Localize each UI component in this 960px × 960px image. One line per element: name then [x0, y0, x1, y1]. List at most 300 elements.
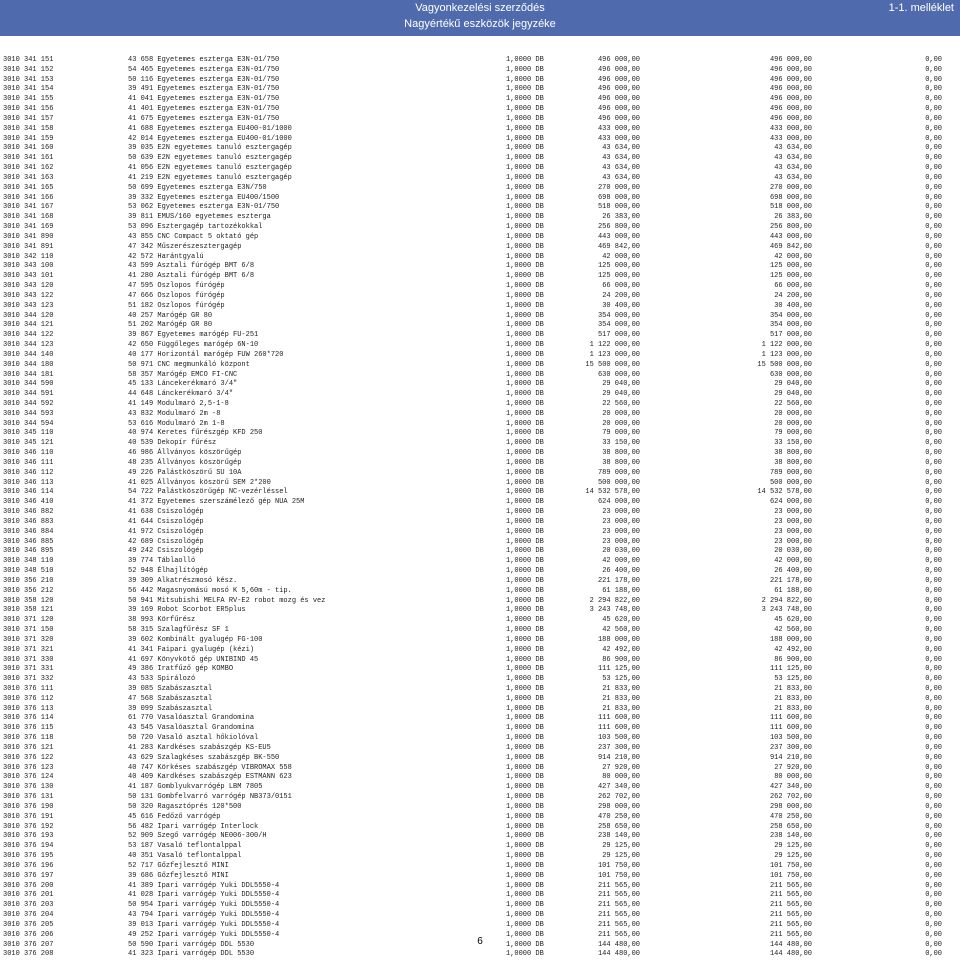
accumulated-depreciation: 211 565,00: [769, 881, 812, 890]
quantity: 1,0000 DB: [506, 724, 544, 733]
accumulated-depreciation: 427 340,00: [769, 783, 812, 792]
account-code: 3010 346 895: [3, 547, 54, 556]
table-row: [0, 213, 960, 223]
quantity: 1,0000 DB: [506, 714, 544, 723]
gross-value: 630 000,00: [597, 370, 640, 379]
accumulated-depreciation: 125 000,00: [769, 262, 812, 271]
account-code: 3010 376 124: [3, 773, 54, 782]
asset-description: 43 855 CNC Compact 5 oktató gép: [128, 232, 259, 241]
gross-value: 469 842,00: [597, 242, 640, 251]
account-code: 3010 376 122: [3, 753, 54, 762]
table-row: [0, 144, 960, 154]
quantity: 1,0000 DB: [506, 331, 544, 340]
table-row: [0, 76, 960, 86]
asset-description: 43 533 Spirálozó: [128, 675, 196, 684]
accumulated-depreciation: 914 210,00: [769, 753, 812, 762]
account-code: 3010 376 204: [3, 911, 54, 920]
asset-description: 50 941 Mitsubishi MELFA RV-E2 robot mozg és vez: [128, 596, 326, 605]
asset-description: 39 309 Alkatrészmosó kész.: [128, 576, 238, 585]
accumulated-depreciation: 23 000,00: [774, 537, 812, 546]
gross-value: 42 492,00: [602, 645, 640, 654]
quantity: 1,0000 DB: [506, 881, 544, 890]
asset-description: 56 442 Magasnyomású mosó K 5,60m - tip.: [128, 586, 292, 595]
accumulated-depreciation: 20 000,00: [774, 409, 812, 418]
quantity: 1,0000 DB: [506, 773, 544, 782]
accumulated-depreciation: 42 000,00: [774, 557, 812, 566]
account-code: 3010 346 110: [3, 449, 54, 458]
account-code: 3010 376 207: [3, 940, 54, 949]
table-row: [0, 950, 960, 960]
asset-description: 43 658 Egyetemes eszterga E3N-01/750: [128, 56, 280, 64]
net-value: 0,00: [925, 203, 942, 212]
asset-description: 40 974 Keretes fűrészgép KFD 250: [128, 429, 263, 438]
accumulated-depreciation: 470 250,00: [769, 812, 812, 821]
accumulated-depreciation: 624 000,00: [769, 498, 812, 507]
net-value: 0,00: [925, 429, 942, 438]
accumulated-depreciation: 21 833,00: [774, 685, 812, 693]
accumulated-depreciation: 698 000,00: [769, 193, 812, 202]
table-row: [0, 714, 960, 724]
net-value: 0,00: [925, 763, 942, 772]
gross-value: 29 125,00: [602, 852, 640, 861]
accumulated-depreciation: 3 243 748,00: [761, 606, 812, 615]
quantity: 1,0000 DB: [506, 272, 544, 281]
accumulated-depreciation: 21 833,00: [774, 694, 812, 703]
net-value: 0,00: [925, 380, 942, 389]
gross-value: 20 000,00: [602, 419, 640, 428]
quantity: 1,0000 DB: [506, 586, 544, 595]
account-code: 3010 376 118: [3, 734, 54, 743]
account-code: 3010 346 111: [3, 458, 54, 467]
quantity: 1,0000 DB: [506, 282, 544, 291]
accumulated-depreciation: 1 122 000,00: [761, 341, 812, 350]
accumulated-depreciation: 238 140,00: [769, 832, 812, 841]
asset-description: 51 202 Marógép GR 80: [128, 321, 213, 330]
asset-description: 49 386 Iratfűző gép KOMBO: [128, 665, 234, 674]
quantity: 1,0000 DB: [506, 232, 544, 241]
table-row: [0, 528, 960, 538]
gross-value: 42 000,00: [602, 252, 640, 261]
net-value: 0,00: [925, 390, 942, 399]
asset-description: 42 014 Egyetemes eszterga EU400-01/1000: [128, 134, 292, 143]
gross-value: 518 000,00: [597, 203, 640, 212]
table-row: [0, 842, 960, 852]
table-row: [0, 174, 960, 184]
asset-description: 44 648 Lánckerékmaró 3/4": [128, 390, 234, 399]
asset-description: 41 644 Csiszológép: [128, 517, 204, 526]
accumulated-depreciation: 262 702,00: [769, 793, 812, 802]
asset-description: 50 639 E2N egyetemes tanuló esztergagép: [128, 154, 292, 163]
gross-value: 914 210,00: [597, 753, 640, 762]
quantity: 1,0000 DB: [506, 65, 544, 74]
asset-description: 49 252 Ipari varrógép Yuki DDL5550-4: [128, 930, 280, 939]
quantity: 1,0000 DB: [506, 85, 544, 94]
gross-value: 22 560,00: [602, 399, 640, 408]
table-row: [0, 764, 960, 774]
net-value: 0,00: [925, 517, 942, 526]
quantity: 1,0000 DB: [506, 911, 544, 920]
asset-description: 52 717 Gőzfejlesztő MINI: [128, 861, 229, 870]
gross-value: 433 000,00: [597, 124, 640, 133]
table-row: [0, 125, 960, 135]
account-code: 3010 376 193: [3, 832, 54, 841]
quantity: 1,0000 DB: [506, 596, 544, 605]
accumulated-depreciation: 43 634,00: [774, 154, 812, 163]
gross-value: 42 000,00: [602, 557, 640, 566]
quantity: 1,0000 DB: [506, 557, 544, 566]
account-code: 3010 376 123: [3, 763, 54, 772]
asset-description: 41 972 Csiszológép: [128, 527, 204, 536]
accumulated-depreciation: 42 000,00: [774, 252, 812, 261]
table-row: [0, 597, 960, 607]
quantity: 1,0000 DB: [506, 301, 544, 310]
accumulated-depreciation: 433 000,00: [769, 124, 812, 133]
gross-value: 30 400,00: [602, 301, 640, 310]
accumulated-depreciation: 15 500 000,00: [757, 360, 812, 369]
accumulated-depreciation: 789 000,00: [769, 468, 812, 477]
table-row: [0, 400, 960, 410]
quantity: 1,0000 DB: [506, 626, 544, 635]
net-value: 0,00: [925, 714, 942, 723]
gross-value: 43 634,00: [602, 144, 640, 153]
quantity: 1,0000 DB: [506, 341, 544, 350]
quantity: 1,0000 DB: [506, 242, 544, 251]
accumulated-depreciation: 80 000,00: [774, 773, 812, 782]
net-value: 0,00: [925, 370, 942, 379]
table-row: [0, 449, 960, 459]
asset-description: 48 235 Állványos köszörűgép: [128, 458, 242, 467]
table-row: [0, 341, 960, 351]
account-code: 3010 371 331: [3, 665, 54, 674]
document-subtitle: Nagyértékű eszközök jegyzéke: [404, 18, 556, 30]
accumulated-depreciation: 29 125,00: [774, 842, 812, 851]
quantity: 1,0000 DB: [506, 311, 544, 320]
net-value: 0,00: [925, 852, 942, 861]
table-row: [0, 85, 960, 95]
gross-value: 211 565,00: [597, 891, 640, 900]
quantity: 1,0000 DB: [506, 694, 544, 703]
accumulated-depreciation: 496 000,00: [769, 75, 812, 84]
accumulated-depreciation: 79 000,00: [774, 429, 812, 438]
gross-value: 20 030,00: [602, 547, 640, 556]
net-value: 0,00: [925, 635, 942, 644]
asset-description: 53 187 Vasaló teflontalppal: [128, 842, 242, 851]
asset-description: 41 280 Asztali fúrógép BMT 6/8: [128, 272, 255, 281]
account-code: 3010 376 196: [3, 861, 54, 870]
asset-description: 45 133 Láncekerékmaró 3/4": [128, 380, 238, 389]
asset-description: 50 971 CNC megmunkáló központ: [128, 360, 250, 369]
table-row: [0, 56, 960, 66]
quantity: 1,0000 DB: [506, 370, 544, 379]
asset-description: 39 602 Kombinált gyalugép FG-100: [128, 635, 263, 644]
asset-description: 54 722 Palástköszörűgép NC-vezérléssel: [128, 488, 288, 497]
asset-description: 39 867 Egyetemes marógép FU-251: [128, 331, 259, 340]
net-value: 0,00: [925, 645, 942, 654]
account-code: 3010 376 192: [3, 822, 54, 831]
gross-value: 624 000,00: [597, 498, 640, 507]
asset-description: 56 482 Ipari varrógép Interlock: [128, 822, 259, 831]
accumulated-depreciation: 23 000,00: [774, 508, 812, 517]
asset-description: 41 283 Kardkéses szabászgép KS-EU5: [128, 743, 271, 752]
account-code: 3010 341 169: [3, 223, 54, 232]
net-value: 0,00: [925, 331, 942, 340]
asset-description: 40 539 Dekopír fűrész: [128, 439, 217, 448]
table-row: [0, 272, 960, 282]
asset-description: 50 954 Ipari varrógép Yuki DDL5550-4: [128, 901, 280, 910]
gross-value: 101 750,00: [597, 861, 640, 870]
quantity: 1,0000 DB: [506, 95, 544, 104]
account-code: 3010 344 121: [3, 321, 54, 330]
net-value: 0,00: [925, 409, 942, 418]
asset-description: 58 357 Marógép EMCO FI-CNC: [128, 370, 238, 379]
net-value: 0,00: [925, 134, 942, 143]
gross-value: 103 500,00: [597, 734, 640, 743]
accumulated-depreciation: 500 000,00: [769, 478, 812, 487]
asset-description: 39 686 Gőzfejlesztő MINI: [128, 871, 229, 880]
net-value: 0,00: [925, 734, 942, 743]
net-value: 0,00: [925, 881, 942, 890]
quantity: 1,0000 DB: [506, 901, 544, 910]
accumulated-depreciation: 61 188,00: [774, 586, 812, 595]
asset-description: 39 332 Egyetemes eszterga EU400/1500: [128, 193, 280, 202]
table-row: [0, 724, 960, 734]
gross-value: 24 200,00: [602, 291, 640, 300]
quantity: 1,0000 DB: [506, 743, 544, 752]
gross-value: 125 000,00: [597, 272, 640, 281]
table-row: [0, 223, 960, 233]
asset-description: 54 465 Egyetemes eszterga E3N-01/750: [128, 65, 280, 74]
accumulated-depreciation: 45 620,00: [774, 616, 812, 625]
account-code: 3010 376 206: [3, 930, 54, 939]
accumulated-depreciation: 443 000,00: [769, 232, 812, 241]
gross-value: 144 480,00: [597, 950, 640, 959]
table-row: [0, 783, 960, 793]
page-header: [0, 0, 960, 36]
asset-description: 40 747 Körkéses szabászgép VIBROMAX 558: [128, 763, 292, 772]
quantity: 1,0000 DB: [506, 449, 544, 458]
account-code: 3010 344 140: [3, 350, 54, 359]
account-code: 3010 346 114: [3, 488, 54, 497]
accumulated-depreciation: 211 565,00: [769, 930, 812, 939]
quantity: 1,0000 DB: [506, 547, 544, 556]
net-value: 0,00: [925, 576, 942, 585]
quantity: 1,0000 DB: [506, 832, 544, 841]
gross-value: 111 125,00: [597, 665, 640, 674]
quantity: 1,0000 DB: [506, 753, 544, 762]
table-row: [0, 547, 960, 557]
net-value: 0,00: [925, 586, 942, 595]
quantity: 1,0000 DB: [506, 616, 544, 625]
table-row: [0, 105, 960, 115]
net-value: 0,00: [925, 321, 942, 330]
asset-description: 38 993 Körfűrész: [128, 616, 196, 625]
accumulated-depreciation: 144 480,00: [769, 950, 812, 959]
account-code: 3010 341 166: [3, 193, 54, 202]
asset-description: 42 572 Harántgyalú: [128, 252, 204, 261]
asset-description: 61 770 Vasalóasztal Grandomina: [128, 714, 255, 723]
account-code: 3010 376 195: [3, 852, 54, 861]
asset-description: 58 315 Szalagfűrész SF 1: [128, 626, 229, 635]
net-value: 0,00: [925, 911, 942, 920]
quantity: 1,0000 DB: [506, 350, 544, 359]
accumulated-depreciation: 43 634,00: [774, 144, 812, 153]
accumulated-depreciation: 14 532 578,00: [757, 488, 812, 497]
account-code: 3010 371 120: [3, 616, 54, 625]
table-row: [0, 66, 960, 76]
account-code: 3010 376 201: [3, 891, 54, 900]
gross-value: 80 000,00: [602, 773, 640, 782]
net-value: 0,00: [925, 124, 942, 133]
accumulated-depreciation: 29 040,00: [774, 380, 812, 389]
accumulated-depreciation: 27 920,00: [774, 763, 812, 772]
accumulated-depreciation: 211 565,00: [769, 920, 812, 929]
accumulated-depreciation: 496 000,00: [769, 56, 812, 64]
quantity: 1,0000 DB: [506, 842, 544, 851]
table-row: [0, 823, 960, 833]
table-row: [0, 705, 960, 715]
gross-value: 496 000,00: [597, 114, 640, 123]
asset-description: 41 149 Modulmaró 2,5-1-8: [128, 399, 229, 408]
gross-value: 256 800,00: [597, 223, 640, 232]
account-code: 3010 358 120: [3, 596, 54, 605]
accumulated-depreciation: 111 600,00: [769, 714, 812, 723]
gross-value: 427 340,00: [597, 783, 640, 792]
net-value: 0,00: [925, 193, 942, 202]
table-row: [0, 321, 960, 331]
asset-description: 41 056 E2N egyetemes tanuló esztergagép: [128, 164, 292, 173]
accumulated-depreciation: 53 125,00: [774, 675, 812, 684]
accumulated-depreciation: 125 000,00: [769, 272, 812, 281]
gross-value: 443 000,00: [597, 232, 640, 241]
account-code: 3010 376 194: [3, 842, 54, 851]
net-value: 0,00: [925, 842, 942, 851]
account-code: 3010 341 162: [3, 164, 54, 173]
asset-description: 41 187 Gomblyukvarrógép LBM 7805: [128, 783, 263, 792]
account-code: 3010 345 121: [3, 439, 54, 448]
account-code: 3010 346 882: [3, 508, 54, 517]
gross-value: 29 040,00: [602, 380, 640, 389]
accumulated-depreciation: 630 000,00: [769, 370, 812, 379]
asset-description: 39 085 Szabászasztal: [128, 685, 213, 693]
table-row: [0, 135, 960, 145]
asset-description: 47 666 Oszlopos fúrógép: [128, 291, 225, 300]
accumulated-depreciation: 496 000,00: [769, 114, 812, 123]
quantity: 1,0000 DB: [506, 675, 544, 684]
asset-description: 39 774 Táblaolló: [128, 557, 196, 566]
net-value: 0,00: [925, 399, 942, 408]
account-code: 3010 344 123: [3, 341, 54, 350]
asset-description: 49 226 Palástköszörű SU 10A: [128, 468, 242, 477]
quantity: 1,0000 DB: [506, 763, 544, 772]
gross-value: 21 833,00: [602, 704, 640, 713]
net-value: 0,00: [925, 950, 942, 959]
account-code: 3010 341 158: [3, 124, 54, 133]
asset-description: 42 650 Függőleges marógép 6N-10: [128, 341, 259, 350]
net-value: 0,00: [925, 282, 942, 291]
accumulated-depreciation: 20 000,00: [774, 419, 812, 428]
asset-description: 42 689 Csiszológép: [128, 537, 204, 546]
table-row: [0, 302, 960, 312]
asset-description: 41 675 Egyetemes eszterga E3N-01/750: [128, 114, 280, 123]
asset-description: 43 629 Szalagkéses szabászgép BK-550: [128, 753, 280, 762]
gross-value: 144 480,00: [597, 940, 640, 949]
accumulated-depreciation: 24 200,00: [774, 291, 812, 300]
quantity: 1,0000 DB: [506, 429, 544, 438]
table-row: [0, 203, 960, 213]
net-value: 0,00: [925, 694, 942, 703]
quantity: 1,0000 DB: [506, 871, 544, 880]
quantity: 1,0000 DB: [506, 576, 544, 585]
net-value: 0,00: [925, 65, 942, 74]
net-value: 0,00: [925, 458, 942, 467]
quantity: 1,0000 DB: [506, 468, 544, 477]
gross-value: 258 650,00: [597, 822, 640, 831]
asset-description: 40 257 Marógép GR 80: [128, 311, 213, 320]
quantity: 1,0000 DB: [506, 783, 544, 792]
quantity: 1,0000 DB: [506, 478, 544, 487]
gross-value: 53 125,00: [602, 675, 640, 684]
table-row: [0, 557, 960, 567]
net-value: 0,00: [925, 901, 942, 910]
accumulated-depreciation: 111 600,00: [769, 724, 812, 733]
net-value: 0,00: [925, 439, 942, 448]
account-code: 3010 341 153: [3, 75, 54, 84]
table-row: [0, 164, 960, 174]
quantity: 1,0000 DB: [506, 360, 544, 369]
account-code: 3010 376 121: [3, 743, 54, 752]
table-row: [0, 577, 960, 587]
account-code: 3010 341 160: [3, 144, 54, 153]
table-row: [0, 636, 960, 646]
net-value: 0,00: [925, 232, 942, 241]
gross-value: 38 800,00: [602, 458, 640, 467]
account-code: 3010 356 210: [3, 576, 54, 585]
asset-description: 53 096 Esztergagép tartozékokkal: [128, 223, 263, 232]
quantity: 1,0000 DB: [506, 920, 544, 929]
account-code: 3010 341 154: [3, 85, 54, 94]
asset-description: 43 599 Asztali fúrógép BMT 6/8: [128, 262, 255, 271]
quantity: 1,0000 DB: [506, 645, 544, 654]
net-value: 0,00: [925, 291, 942, 300]
quantity: 1,0000 DB: [506, 193, 544, 202]
accumulated-depreciation: 33 150,00: [774, 439, 812, 448]
accumulated-depreciation: 144 480,00: [769, 940, 812, 949]
net-value: 0,00: [925, 861, 942, 870]
accumulated-depreciation: 211 565,00: [769, 891, 812, 900]
asset-description: 41 688 Egyetemes eszterga EU400-01/1000: [128, 124, 292, 133]
account-code: 3010 371 150: [3, 626, 54, 635]
accumulated-depreciation: 111 125,00: [769, 665, 812, 674]
account-code: 3010 376 112: [3, 694, 54, 703]
gross-value: 433 000,00: [597, 134, 640, 143]
accumulated-depreciation: 298 000,00: [769, 802, 812, 811]
net-value: 0,00: [925, 173, 942, 182]
net-value: 0,00: [925, 311, 942, 320]
net-value: 0,00: [925, 655, 942, 664]
net-value: 0,00: [925, 920, 942, 929]
gross-value: 66 000,00: [602, 282, 640, 291]
gross-value: 789 000,00: [597, 468, 640, 477]
accumulated-depreciation: 26 400,00: [774, 567, 812, 576]
asset-description: 50 590 Ipari varrógép DDL 5530: [128, 940, 255, 949]
gross-value: 470 250,00: [597, 812, 640, 821]
accumulated-depreciation: 30 400,00: [774, 301, 812, 310]
net-value: 0,00: [925, 675, 942, 684]
net-value: 0,00: [925, 596, 942, 605]
quantity: 1,0000 DB: [506, 950, 544, 959]
net-value: 0,00: [925, 252, 942, 261]
accumulated-depreciation: 2 294 822,00: [761, 596, 812, 605]
